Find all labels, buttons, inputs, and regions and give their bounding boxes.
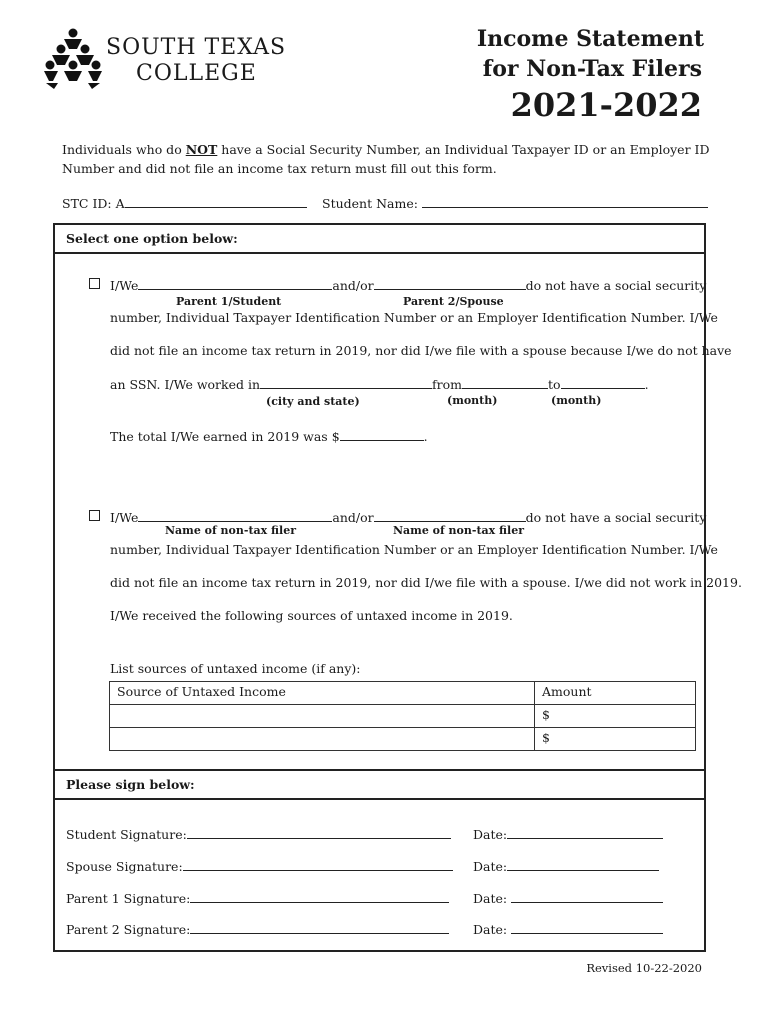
revised-date: Revised 10-22-2020	[586, 961, 702, 975]
logo-line-1: SOUTH TEXAS	[106, 35, 287, 60]
source-header: Source of Untaxed Income	[110, 682, 535, 705]
intro-line-2: Number and did not file an income tax return must fill out this form.	[62, 161, 497, 176]
non-tax-filer-2-caption: Name of non-tax filer	[393, 524, 525, 537]
student-signature-field[interactable]	[187, 826, 451, 839]
form-title-line-1: Income Statement	[476, 26, 704, 52]
stc-id-label: STC ID: A	[62, 196, 125, 211]
intro-line-1	[62, 144, 710, 157]
intro-pre: Individuals who do	[62, 142, 186, 157]
amount-header: Amount	[535, 682, 696, 705]
spouse-date-field[interactable]	[507, 858, 659, 871]
option-2-checkbox[interactable]	[89, 510, 100, 521]
option-2-iwe: I/We	[110, 510, 139, 525]
student-date-row	[473, 826, 663, 842]
parent-2-signature-row	[66, 921, 449, 937]
from-month-caption: (month)	[447, 394, 498, 407]
spouse-signature-field[interactable]	[183, 858, 453, 871]
non-tax-filer-1-field[interactable]	[138, 510, 332, 522]
untaxed-list-label: List sources of untaxed income (if any):	[110, 661, 361, 676]
form-year: 2021-2022	[510, 86, 702, 124]
parent-1-field[interactable]	[138, 278, 332, 290]
parent-2-date-field[interactable]	[511, 921, 663, 934]
parent-1-signature-label: Parent 1 Signature:	[66, 891, 191, 906]
student-name-row	[322, 196, 708, 211]
option-1-line-4	[110, 377, 649, 392]
option-1-tail: do not have a social security	[525, 278, 707, 293]
college-logo	[44, 27, 287, 89]
parent-2-signature-field[interactable]	[190, 921, 449, 934]
source-cell[interactable]	[110, 705, 535, 728]
parent-2-date-label: Date:	[473, 922, 508, 937]
amount-cell[interactable]: $	[535, 728, 696, 751]
option-2-line-4: I/We received the following sources of untaxed income in 2019.	[110, 608, 513, 623]
city-state-field[interactable]	[260, 377, 432, 389]
student-signature-label: Student Signature:	[66, 827, 187, 842]
option-1-checkbox[interactable]	[89, 278, 100, 289]
city-state-caption: (city and state)	[266, 395, 360, 408]
from-month-field[interactable]	[462, 377, 548, 389]
option-2-tail: do not have a social security	[525, 510, 707, 525]
sign-header: Please sign below:	[66, 777, 195, 792]
total-earned-row	[110, 429, 428, 444]
non-tax-filer-1-caption: Name of non-tax filer	[165, 524, 297, 537]
divider	[53, 252, 706, 254]
divider	[53, 769, 706, 771]
parent-1-date-label: Date:	[473, 891, 508, 906]
option-2-andor: and/or	[332, 510, 374, 525]
option-1-andor: and/or	[332, 278, 374, 293]
source-cell[interactable]	[110, 728, 535, 751]
table-row	[110, 705, 696, 728]
total-earned-label: The total I/We earned in 2019 was $	[110, 429, 340, 444]
stc-id-row	[62, 196, 307, 211]
spouse-date-row	[473, 858, 659, 874]
option-2-line-3: did not file an income tax return in 2019, nor did I/we file with a spouse. I/we did not work in 2019.	[110, 575, 742, 590]
parent-1-date-field[interactable]	[511, 890, 663, 903]
from-label: from	[432, 377, 462, 392]
parent-1-caption: Parent 1/Student	[176, 295, 282, 308]
student-date-label: Date:	[473, 827, 508, 842]
select-option-header: Select one option below:	[66, 231, 238, 246]
student-date-field[interactable]	[507, 826, 663, 839]
option-1-line-2: number, Individual Taxpayer Identification Number or an Employer Identification Number. I/We	[110, 310, 718, 325]
period: .	[644, 377, 649, 392]
non-tax-filer-2-field[interactable]	[374, 510, 526, 522]
student-name-label: Student Name:	[322, 196, 418, 211]
parent-1-signature-field[interactable]	[190, 890, 449, 903]
logo-figures-icon	[44, 27, 102, 89]
total-earned-field[interactable]	[340, 429, 424, 441]
spouse-signature-label: Spouse Signature:	[66, 859, 183, 874]
form-title-line-2: for Non-Tax Filers	[482, 56, 702, 82]
worked-in-label: an SSN. I/We worked in	[110, 377, 261, 392]
logo-line-2: COLLEGE	[136, 61, 257, 86]
spouse-signature-row	[66, 858, 453, 874]
parent-2-signature-label: Parent 2 Signature:	[66, 922, 191, 937]
to-month-field[interactable]	[561, 377, 645, 389]
option-1-iwe: I/We	[110, 278, 139, 293]
parent-2-field[interactable]	[374, 278, 526, 290]
spouse-date-label: Date:	[473, 859, 508, 874]
parent-2-caption: Parent 2/Spouse	[403, 295, 504, 308]
student-signature-row	[66, 826, 451, 842]
stc-id-field[interactable]	[125, 196, 307, 208]
parent-1-signature-row	[66, 890, 449, 906]
student-name-field[interactable]	[422, 196, 708, 208]
option-1-line-3: did not file an income tax return in 2019, nor did I/we file with a spouse because I/we do not have	[110, 343, 732, 358]
table-header-row	[110, 682, 696, 705]
option-2-line-1	[110, 510, 706, 525]
amount-cell[interactable]: $	[535, 705, 696, 728]
option-2-line-2: number, Individual Taxpayer Identification Number or an Employer Identification Number. I/We	[110, 542, 718, 557]
option-1-line-1	[110, 278, 706, 293]
to-label: to	[548, 377, 561, 392]
parent-1-date-row	[473, 890, 663, 906]
total-earned-period: .	[423, 429, 428, 444]
untaxed-income-table	[109, 681, 696, 751]
intro-not: NOT	[185, 142, 218, 157]
table-row	[110, 728, 696, 751]
to-month-caption: (month)	[551, 394, 602, 407]
intro-post: have a Social Security Number, an Individual Taxpayer ID or an Employer ID	[217, 142, 710, 157]
divider	[53, 798, 706, 800]
parent-2-date-row	[473, 921, 663, 937]
